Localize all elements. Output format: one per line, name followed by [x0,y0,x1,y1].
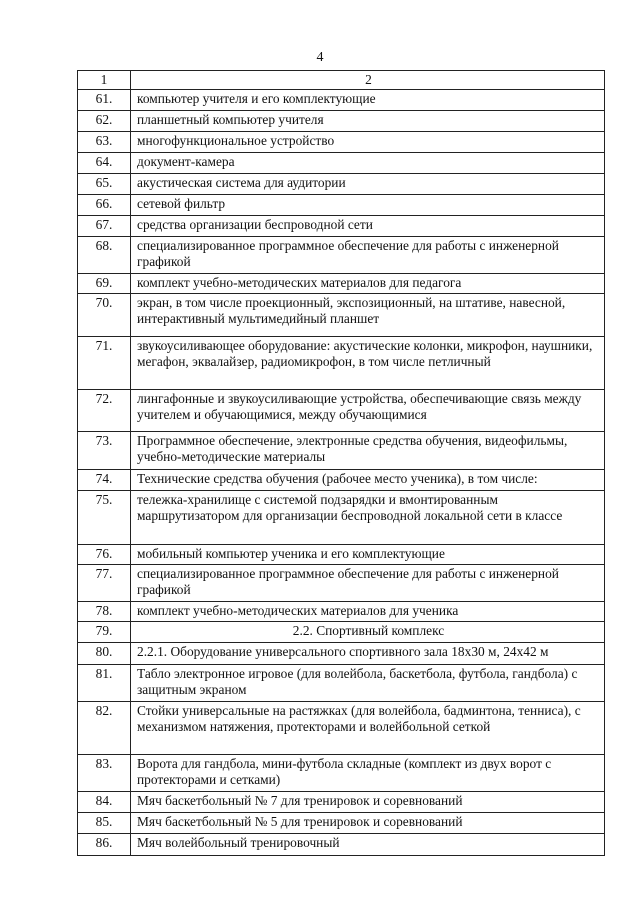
table-row [78,337,605,390]
table-row [78,174,605,195]
row-text: комплект учебно-методических материалов для педагога [131,274,605,294]
row-text: средства организации беспроводной сети [131,216,605,237]
row-number: 85. [78,813,131,834]
row-number: 73. [78,432,131,470]
table-row [78,390,605,432]
row-number: 64. [78,153,131,174]
row-text: Мяч волейбольный тренировочный [131,834,605,856]
row-number: 63. [78,132,131,153]
row-text: Технические средства обучения (рабочее место ученика), в том числе: [131,470,605,491]
row-number: 69. [78,274,131,294]
table-row [78,491,605,545]
table-row [78,602,605,622]
table-row [78,470,605,491]
row-text: документ-камера [131,153,605,174]
row-number: 75. [78,491,131,545]
row-number: 77. [78,565,131,602]
table-row [78,294,605,337]
table-row [78,216,605,237]
row-number: 61. [78,90,131,111]
header-col-2: 2 [131,71,605,90]
table-row [78,643,605,665]
table-row [78,274,605,294]
row-number: 81. [78,665,131,702]
row-text: экран, в том числе проекционный, экспозиционный, на штативе, навесной, интерактивный мультимедийный планшет [131,294,605,337]
row-number: 76. [78,545,131,565]
row-number: 83. [78,755,131,792]
header-col-1: 1 [78,71,131,90]
table-row [78,111,605,132]
row-text: тележка-хранилище с системой подзарядки и вмонтированным маршрутизатором для организации беспроводной локальной сети в классе [131,491,605,545]
table-header-row [78,71,605,90]
row-text: Табло электронное игровое (для волейбола, баскетбола, футбола, гандбола) с защитным экраном [131,665,605,702]
row-text: акустическая система для аудитории [131,174,605,195]
row-text: 2.2.1. Оборудование универсального спортивного зала 18х30 м, 24х42 м [131,643,605,665]
row-number: 86. [78,834,131,856]
row-text: звукоусиливающее оборудование: акустические колонки, микрофон, наушники, мегафон, эквалайзер, радиомикрофон, в том числе петличный [131,337,605,390]
table-row [78,237,605,274]
table-row [78,834,605,856]
page-number: 4 [316,50,324,65]
table-row [78,432,605,470]
row-text: лингафонные и звукоусиливающие устройства, обеспечивающие связь между учителем и обучающимися, между обучающимися [131,390,605,432]
row-number: 84. [78,792,131,813]
table-row [78,755,605,792]
table-row [78,545,605,565]
row-text: Ворота для гандбола, мини-футбола складные (комплект из двух ворот с протекторами и сетками) [131,755,605,792]
row-text: планшетный компьютер учителя [131,111,605,132]
table-row [78,132,605,153]
table-row [78,813,605,834]
row-number: 80. [78,643,131,665]
row-number: 79. [78,622,131,643]
row-number: 67. [78,216,131,237]
row-text: мобильный компьютер ученика и его комплектующие [131,545,605,565]
table-row [78,702,605,755]
row-text: комплект учебно-методических материалов для ученика [131,602,605,622]
row-text: многофункциональное устройство [131,132,605,153]
row-number: 62. [78,111,131,132]
table-row [78,565,605,602]
row-number: 66. [78,195,131,216]
equipment-table [77,70,605,856]
row-text: Программное обеспечение, электронные средства обучения, видеофильмы, учебно-методические материалы [131,432,605,470]
table-row [78,622,605,643]
row-number: 82. [78,702,131,755]
row-number: 74. [78,470,131,491]
table-row [78,153,605,174]
row-number: 70. [78,294,131,337]
row-text: специализированное программное обеспечение для работы с инженерной графикой [131,565,605,602]
row-number: 65. [78,174,131,195]
table-row [78,665,605,702]
table-row [78,195,605,216]
row-text: Мяч баскетбольный № 7 для тренировок и соревнований [131,792,605,813]
row-text: специализированное программное обеспечение для работы с инженерной графикой [131,237,605,274]
section-heading: 2.2. Спортивный комплекс [131,622,605,643]
row-number: 72. [78,390,131,432]
row-text: сетевой фильтр [131,195,605,216]
row-number: 78. [78,602,131,622]
row-text: Мяч баскетбольный № 5 для тренировок и соревнований [131,813,605,834]
row-text: Стойки универсальные на растяжках (для волейбола, бадминтона, тенниса), с механизмом натяжения, протекторами и волейбольной сеткой [131,702,605,755]
table-row [78,792,605,813]
row-text: компьютер учителя и его комплектующие [131,90,605,111]
row-number: 71. [78,337,131,390]
table-row [78,90,605,111]
row-number: 68. [78,237,131,274]
